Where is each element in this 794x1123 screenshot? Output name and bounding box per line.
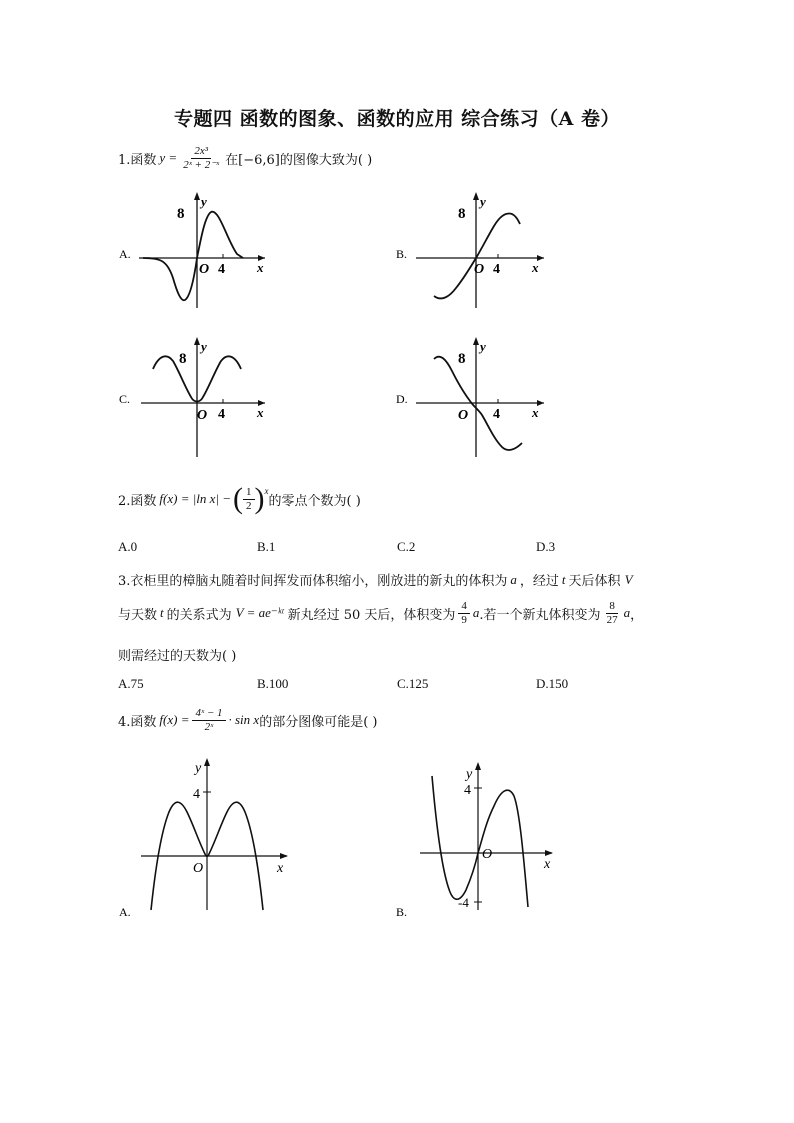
q1-numerator: 2x³ — [191, 145, 211, 159]
q2-numerator: 1 — [243, 486, 255, 500]
y-label: y — [480, 339, 486, 354]
q3-text-1: 3.衣柜里的樟脑丸随着时间挥发而体积缩小，刚放进的新丸的体积为 — [118, 574, 508, 589]
tick-x: 4 — [218, 262, 225, 277]
q4-rhs: · sin x — [228, 712, 260, 728]
q3-text-2d: .若一个新丸体积变为 — [479, 607, 601, 623]
q4-fraction — [192, 707, 225, 733]
q2-option-b: B.1 — [257, 539, 276, 554]
tick-x: 4 — [493, 407, 500, 422]
q1-d-label: D. — [396, 392, 408, 406]
q2-denominator: 2 — [246, 499, 252, 512]
y-label: y — [480, 194, 486, 209]
curve — [432, 776, 528, 907]
q2-option-d: D.3 — [536, 539, 556, 554]
tick-y: 4 — [464, 783, 471, 798]
q3-text-1c: 天后体积 — [568, 574, 621, 589]
page-title: 专题四 函数的图象、函数的应用 综合练习（A 卷） — [173, 108, 621, 130]
q4-graph-b — [394, 752, 584, 922]
tick-y: 8 — [177, 206, 185, 222]
q2-option-c: C.2 — [397, 539, 416, 554]
question-4 — [118, 707, 377, 733]
q3-fraction-1 — [458, 600, 470, 626]
origin-label: O — [193, 861, 204, 876]
y-arrow-icon — [473, 337, 479, 345]
q3-option-b: B.100 — [257, 676, 289, 691]
tick-y: 8 — [458, 206, 466, 222]
tick-x: 4 — [493, 262, 500, 277]
tick-y: 4 — [193, 787, 200, 802]
q3-frac2-den: 27 — [606, 613, 618, 626]
curve — [434, 214, 520, 299]
x-arrow-icon — [280, 853, 288, 859]
q3-text-2c: 新丸经过 50 天后，体积变为 — [287, 607, 456, 623]
q1-number: 1.函数 — [118, 152, 157, 168]
q4-number: 4.函数 — [118, 714, 157, 730]
y-label: y — [201, 339, 207, 354]
q3-text-2a: 与天数 — [118, 607, 158, 623]
q3-var-t-2: t — [160, 605, 164, 621]
q2-text: 的零点个数为( ) — [268, 493, 361, 509]
origin-label: O — [197, 408, 208, 423]
y-arrow-icon — [194, 192, 200, 200]
q3-text-1b: ，经过 — [519, 574, 559, 589]
q2-close-paren: ) — [254, 482, 265, 515]
y-label: y — [466, 767, 473, 782]
q1-graph-c — [115, 335, 275, 460]
q3-var-a: a — [510, 571, 517, 587]
tick-x: 4 — [218, 407, 225, 422]
y-arrow-icon — [473, 192, 479, 200]
question-2 — [118, 484, 361, 514]
origin-label: O — [458, 408, 469, 423]
q3-fraction-2 — [604, 600, 621, 626]
question-3-line-1 — [118, 570, 633, 589]
q4-a-label: A. — [119, 905, 131, 919]
x-arrow-icon — [545, 850, 553, 856]
x-label: x — [257, 405, 264, 420]
q3-option-c: C.125 — [397, 676, 429, 691]
q4-text: 的部分图像可能是( ) — [259, 714, 378, 730]
question-3-line-2 — [118, 600, 643, 626]
question-3-line-3: 则需经过的天数为( ) — [118, 649, 237, 664]
q3-frac1-num: 4 — [458, 600, 470, 614]
x-label: x — [532, 405, 539, 420]
tick-y-neg: -4 — [458, 895, 469, 910]
q1-fraction — [180, 145, 222, 171]
q1-graph-a — [115, 188, 275, 313]
q1-b-label: B. — [396, 247, 408, 261]
q1-a-label: A. — [119, 247, 131, 261]
origin-label: O — [199, 262, 210, 277]
q3-var-a-2: a — [472, 605, 480, 621]
q3-option-a: A.75 — [118, 676, 144, 691]
q3-frac2-num: 8 — [606, 600, 618, 614]
x-label: x — [532, 260, 539, 275]
q4-denominator: 2ˣ — [204, 720, 214, 733]
q1-graph-b — [394, 188, 554, 313]
q3-formula: V = ae⁻ᵏᵗ — [235, 605, 284, 621]
origin-label: O — [474, 262, 485, 277]
q1-c-label: C. — [119, 392, 131, 406]
curve — [143, 212, 243, 301]
q3-frac1-den: 9 — [461, 613, 467, 626]
tick-y: 8 — [179, 351, 187, 367]
y-arrow-icon — [194, 337, 200, 345]
x-label: x — [257, 260, 264, 275]
y-label: y — [195, 761, 202, 776]
q2-option-a: A.0 — [118, 539, 138, 554]
question-1 — [118, 145, 372, 171]
q1-graph-d — [394, 335, 554, 460]
q4-b-label: B. — [396, 905, 408, 919]
y-arrow-icon — [204, 758, 210, 766]
y-arrow-icon — [475, 762, 481, 770]
q3-option-d: D.150 — [536, 676, 569, 691]
q3-text-2e: ， — [630, 607, 644, 623]
q1-lhs: y = — [159, 150, 178, 166]
x-label: x — [544, 857, 551, 872]
q1-text: 在[−6,6]的图像大致为( ) — [225, 152, 373, 168]
q4-numerator: 4ˣ − 1 — [192, 707, 225, 721]
q3-var-v: V — [624, 571, 633, 587]
q2-exponent: x — [264, 486, 269, 496]
q1-denominator: 2ˣ + 2⁻ˣ — [183, 158, 220, 171]
origin-label: O — [482, 847, 493, 862]
q2-open-paren: ( — [233, 482, 244, 515]
q3-var-t: t — [561, 571, 566, 587]
q2-formula: f(x) = |ln x| − — [159, 491, 232, 506]
x-label: x — [277, 861, 284, 876]
q3-var-a-3: a — [623, 605, 631, 621]
q3-text-2b: 的关系式为 — [166, 607, 232, 623]
q4-lhs: f(x) = — [159, 712, 190, 728]
q2-number: 2.函数 — [118, 493, 157, 509]
q2-fraction — [243, 486, 255, 512]
q4-graph-a — [115, 752, 305, 922]
tick-y: 8 — [458, 351, 466, 367]
y-label: y — [201, 194, 207, 209]
